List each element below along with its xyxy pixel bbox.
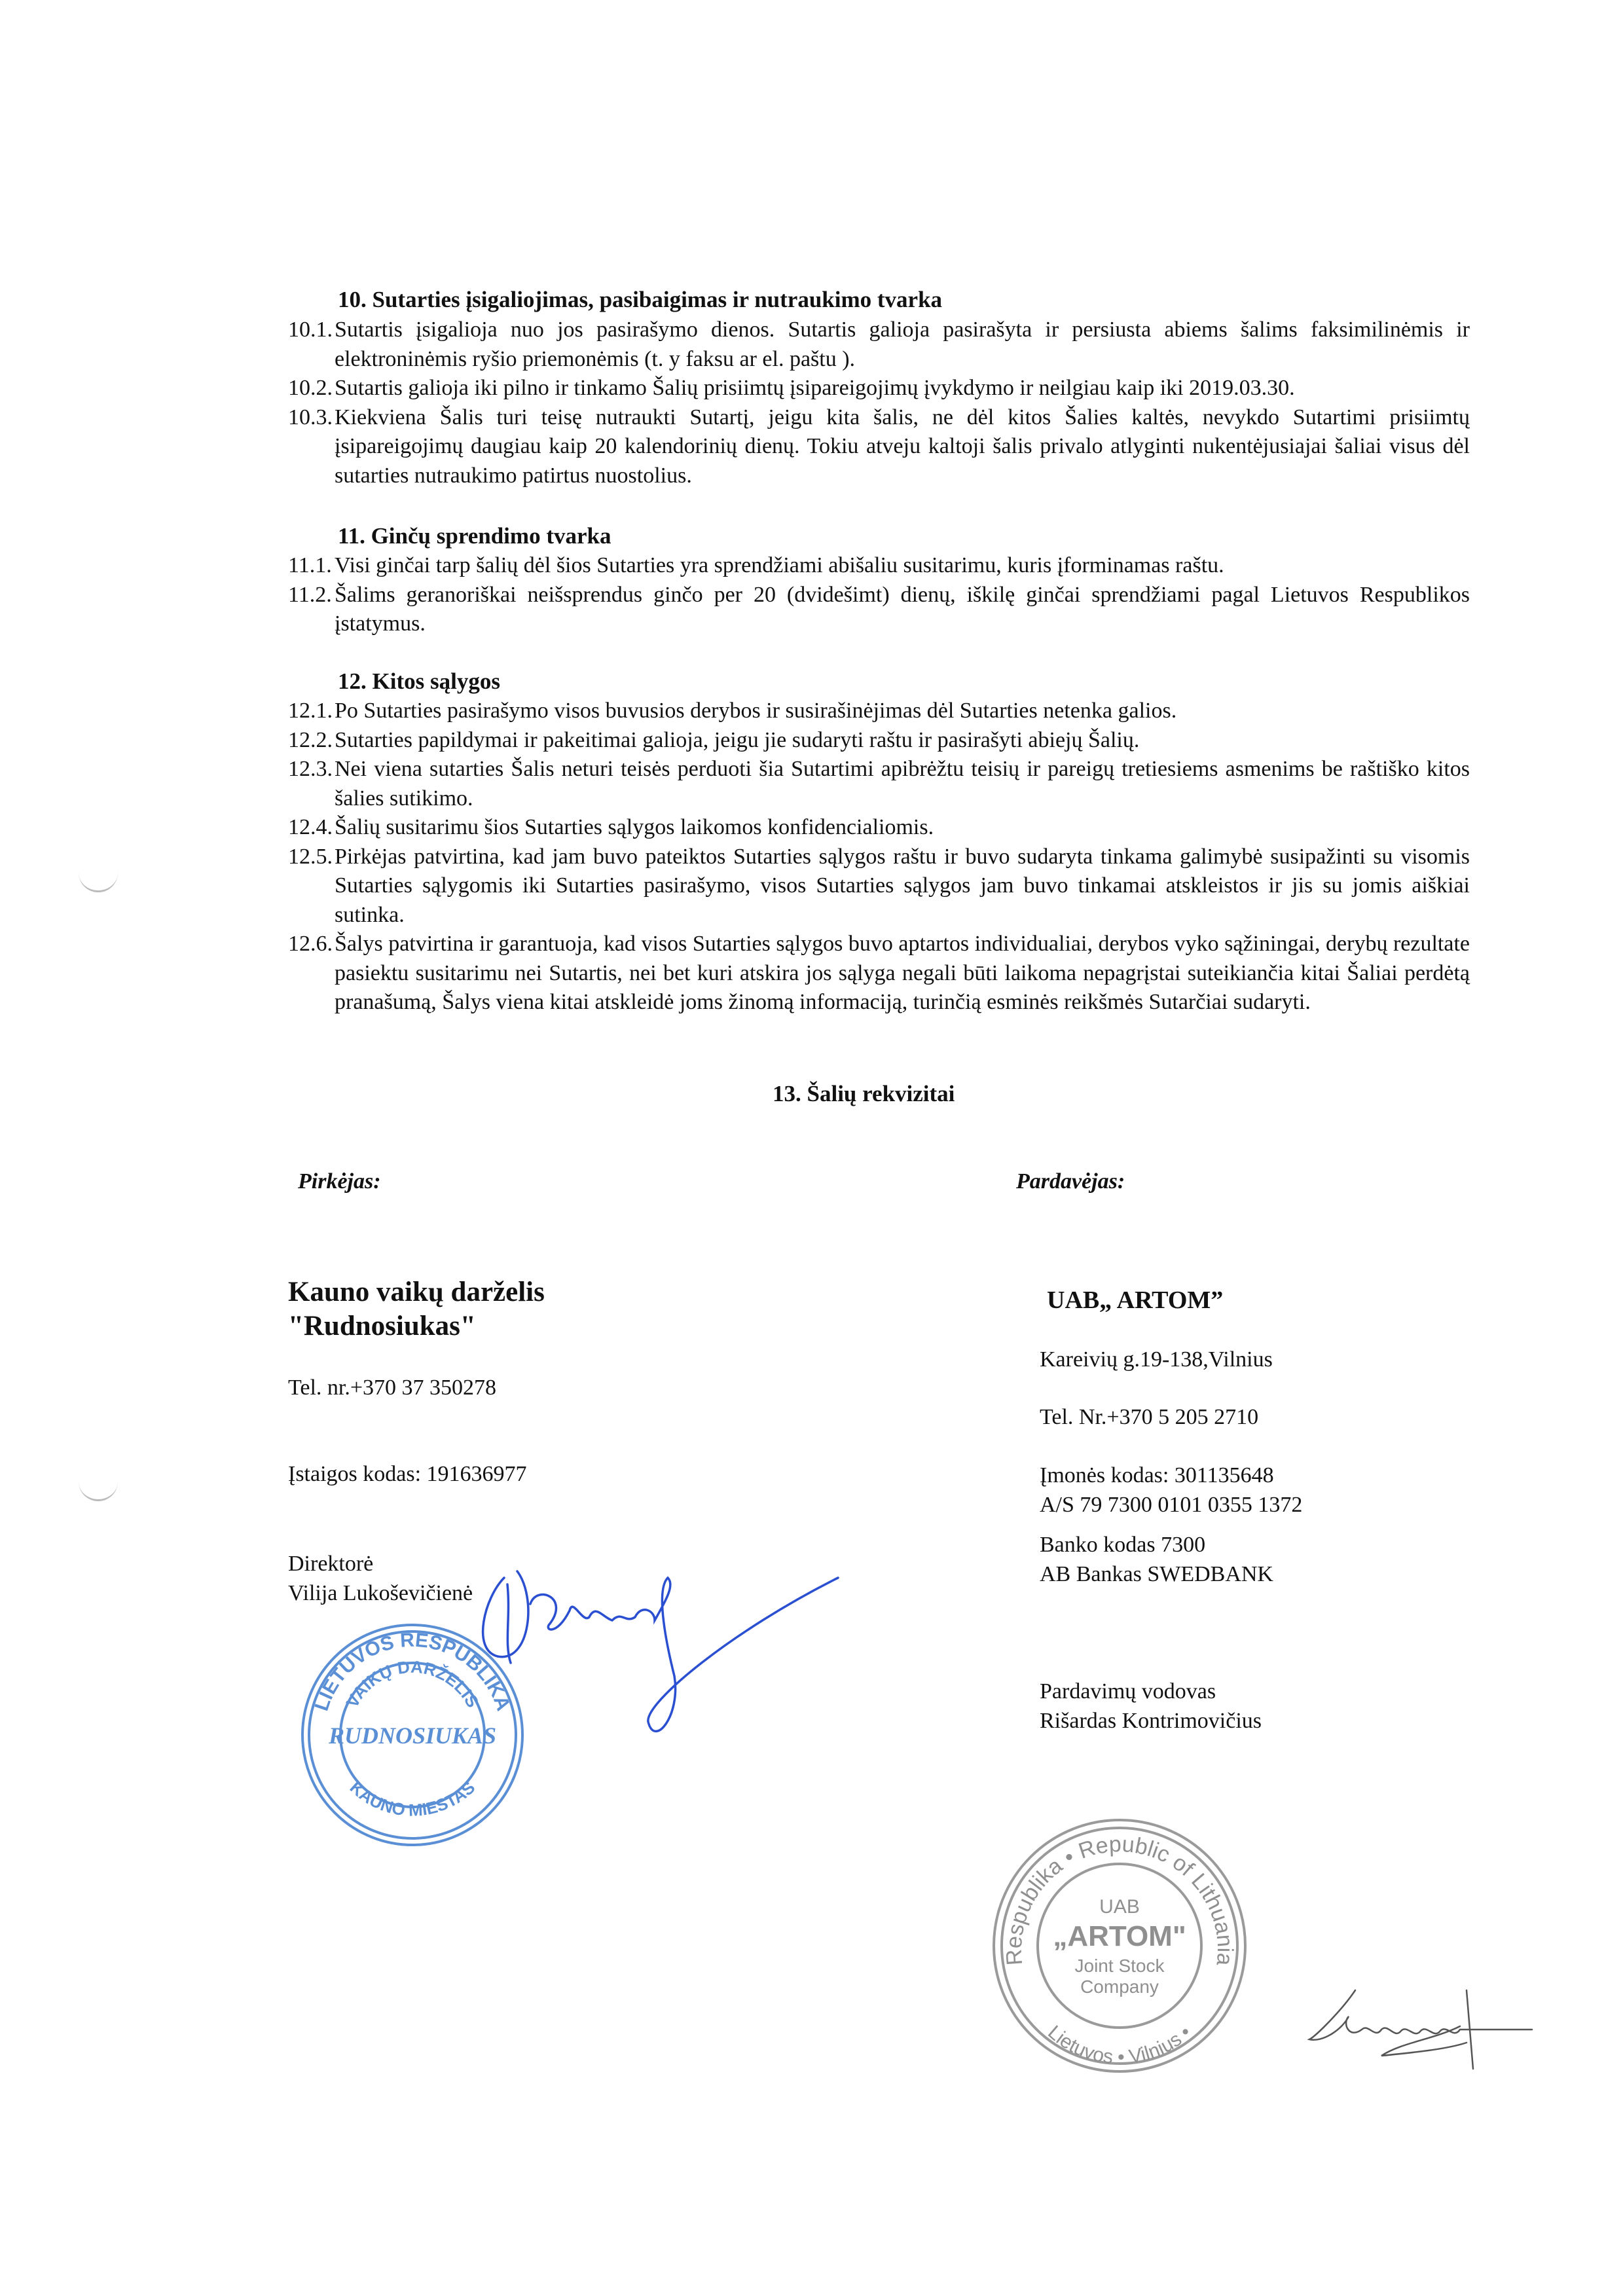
seller-label: Pardavėjas: [1016, 1169, 1125, 1194]
clause-text: Šalys patvirtina ir garantuoja, kad visos Sutarties sąlygos buvo aptartos individualiai, derybos vyko sąžiningai, derybų rezultate pasiektu susitarimu nei Sutartis, nei bet kuri atskira jos sąlyga negali būti laikoma nepagrįstai suteikiančia kitai Šaliai perdėtą pranašumą, Šalys viena kitai atskleidė joms žinomą informaciją, turinčią esminės reikšmės Sutarčiai sudaryti. [335, 932, 1470, 1014]
seller-name: UAB„ ARTOM” [1047, 1286, 1224, 1314]
clause-number: 11.2. [288, 582, 332, 607]
clause-text: Nei viena sutarties Šalis neturi teisės perduoti šia Sutartimi apibrėžtu teisių ir pareigų tretiesiems asmenims be raštiško kitos šalies sutikimo. [335, 757, 1470, 811]
clause-number: 12.3. [288, 757, 333, 781]
seller-stamp-line3: Joint Stock [1074, 1956, 1165, 1976]
clause-12-6 [288, 930, 1470, 1017]
clause-12-5 [288, 843, 1470, 930]
seller-bank: AB Bankas SWEDBANK [1040, 1562, 1273, 1586]
buyer-name-line1: Kauno vaikų darželis [288, 1277, 545, 1307]
seller-signature [1303, 1977, 1539, 2075]
scan-hole-mark [79, 1480, 118, 1501]
buyer-label: Pirkėjas: [298, 1169, 381, 1194]
section-10-body [288, 316, 1470, 490]
seller-account: A/S 79 7300 0101 0355 1372 [1040, 1493, 1303, 1517]
clause-10-3 [288, 403, 1470, 491]
clause-text: Sutarties papildymai ir pakeitimai galioja, jeigu jie sudaryti raštu ir pasirašyti abiejų Šalių. [335, 727, 1140, 752]
clause-12-4 [288, 813, 1470, 843]
seller-role: Pardavimų vodovas [1040, 1679, 1216, 1704]
buyer-role: Direktorė [288, 1552, 374, 1576]
seller-stamp-line4: Company [1080, 1977, 1159, 1997]
buyer-phone: Tel. nr.+370 37 350278 [288, 1376, 497, 1400]
seller-phone: Tel. Nr.+370 5 205 2710 [1040, 1405, 1259, 1429]
buyer-signature [458, 1558, 864, 1755]
clause-text: Šalims geranoriškai neišsprendus ginčo per 20 (dvidešimt) dienų, iškilę ginčai sprendžiami pagal Lietuvos Respublikos įstatymus. [335, 582, 1470, 636]
clause-number: 11.1. [288, 553, 332, 577]
clause-12-1 [288, 697, 1470, 726]
clause-10-2 [288, 374, 1470, 403]
clause-text: Visi ginčai tarp šalių dėl šios Sutarties yra sprendžiami abišaliu susitarimu, kuris įforminamas raštu. [335, 553, 1224, 577]
clause-number: 12.1. [288, 699, 333, 723]
clause-number: 10.1. [288, 318, 333, 342]
section-11-title: 11. Ginčų sprendimo tvarka [338, 523, 611, 549]
section-11-body [288, 551, 1470, 639]
buyer-code: Įstaigos kodas: 191636977 [288, 1462, 527, 1486]
clause-number: 10.3. [288, 405, 333, 429]
clause-number: 12.5. [288, 844, 333, 869]
clause-text: Sutartis galioja iki pilno ir tinkamo Šalių prisiimtų įsipareigojimų įvykdymo ir neilgiau kaip iki 2019.03.30. [335, 376, 1295, 400]
buyer-name-line2: "Rudnosiukas" [288, 1311, 476, 1341]
seller-stamp-bottom-text: Lietuvos • Vilnius • [1044, 2021, 1195, 2069]
clause-text: Po Sutarties pasirašymo visos buvusios derybos ir susirašinėjimas dėl Sutarties netenka galios. [335, 699, 1177, 723]
clause-text: Pirkėjas patvirtina, kad jam buvo pateiktos Sutarties sąlygos raštu ir buvo sudaryta tinkama galimybė susipažinti su visomis Sutarties sąlygomis iki Sutarties pasirašymo, visos Sutarties sąlygos jam buvo tinkamai atskleistos ir jis su jomis aiškiai sutinka. [335, 844, 1470, 927]
clause-number: 12.4. [288, 815, 333, 839]
seller-bank-code: Banko kodas 7300 [1040, 1533, 1206, 1557]
seller-stamp-top-text: Respublika • Republic of Lithuania [1001, 1831, 1238, 1967]
clause-text: Sutartis įsigalioja nuo jos pasirašymo dienos. Sutartis galioja pasirašyta ir persiusta abiems šalims faksimilinėmis ir elektroninėmis ryšio priemonėmis (t. y faksu ar el. paštu ). [335, 318, 1470, 371]
clause-11-2 [288, 581, 1470, 639]
clause-number: 10.2. [288, 376, 333, 400]
buyer-person: Vilija Lukoševičienė [288, 1581, 473, 1605]
clause-number: 12.6. [288, 932, 333, 956]
seller-person: Rišardas Kontrimovičius [1040, 1709, 1262, 1733]
seller-address: Kareivių g.19-138,Vilnius [1040, 1347, 1273, 1372]
clause-text: Kiekviena Šalis turi teisę nutraukti Sutartį, jeigu kita šalis, ne dėl kitos Šalies kaltės, nevykdo Sutartimi prisiimtų įsipareigojimų daugiau kaip 20 kalendorinių dienų. Tokiu atveju kaltoji šalis privalo atlyginti nukentėjusiajai šaliai visus dėl sutarties nutraukimo patirtus nuostolius. [335, 405, 1470, 488]
seller-stamp [989, 1815, 1250, 2077]
seller-stamp-line2: „ARTOM" [1053, 1920, 1186, 1952]
buyer-stamp-outer-text: LIETUVOS RESPUBLIKA [310, 1629, 515, 1714]
section-10-title: 10. Sutarties įsigaliojimas, pasibaigimas ir nutraukimo tvarka [338, 287, 943, 312]
section-12-body [288, 697, 1470, 1017]
scan-hole-mark [79, 871, 118, 892]
clause-12-2 [288, 726, 1470, 756]
section-12-title: 12. Kitos sąlygos [338, 668, 500, 694]
seller-code: Įmonės kodas: 301135648 [1040, 1463, 1274, 1487]
buyer-stamp-inner-text: VAIKŲ DARŽELIS [342, 1656, 483, 1711]
section-13-title: 13. Šalių rekvizitai [773, 1081, 955, 1106]
clause-10-1 [288, 316, 1470, 374]
clause-11-1 [288, 551, 1470, 581]
seller-stamp-line1: UAB [1099, 1896, 1140, 1918]
clause-number: 12.2. [288, 727, 333, 752]
clause-text: Šalių susitarimu šios Sutarties sąlygos laikomos konfidencialiomis. [335, 815, 934, 839]
buyer-stamp-bottom-text: KAUNO MIESTAS [346, 1777, 479, 1820]
clause-12-3 [288, 755, 1470, 813]
buyer-stamp-center-text: RUDNOSIUKAS [328, 1722, 497, 1749]
